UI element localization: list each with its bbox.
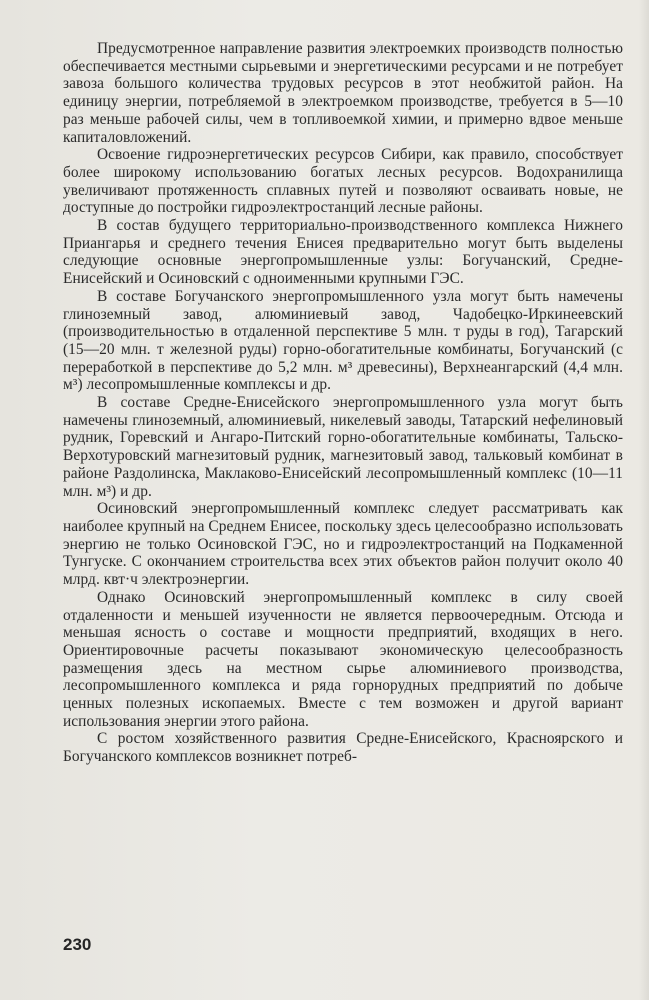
paragraph-8: С ростом хозяйственного развития Средне-Енисейского, Красноярского и Богучанского комплексов возникнет потреб- xyxy=(63,730,623,766)
paragraph-1: Предусмотренное направление развития электроемких производств полностью обеспечивается местными сырьевыми и энергетическими ресурсами и не потребует завоза большого количества трудовых ресурсов в этот необжитой район. На единицу энергии, потребляемой в электроемком производстве, требуется в 5—10 раз меньше рабочей силы, чем в топливоемкой химии, и примерно вдвое меньше капиталовложений. xyxy=(63,40,623,146)
paragraph-5: В составе Средне-Енисейского энергопромышленного узла могут быть намечены глиноземный, алюминиевый, никелевый заводы, Татарский нефелиновый рудник, Горевский и Ангаро-Питский горно-обогатительные комбинаты, Тальско-Верхотуровский магнезитовый рудник, магнезитовый завод, тальковый комбинат в районе Раздолинска, Маклаково-Енисейский лесопромышленный комплекс (10—11 млн. м³) и др. xyxy=(63,394,623,500)
paragraph-4: В составе Богучанского энергопромышленного узла могут быть намечены глиноземный завод, алюминиевый завод, Чадобецко-Иркинеевский (производительностью в отдаленной перспективе 5 млн. т руды в год), Тагарский (15—20 млн. т железной руды) горно-обогатительные комбинаты, Богучанский (с переработкой в перспективе до 5,2 млн. м³ древесины), Верхнеангарский (4,4 млн. м³) лесопромышленные комплексы и др. xyxy=(63,287,623,394)
paragraph-7: Однако Осиновский энергопромышленный комплекс в силу своей отдаленности и меньшей изученности не является первоочередным. Отсюда и меньшая ясность о составе и мощности предприятий, входящих в него. Ориентировочные расчеты показывают экономическую целесообразность размещения здесь на местном сырье алюминиевого производства, лесопромышленного комплекса и ряда горнорудных предприятий по добыче ценных полезных ископаемых. Вместе с тем возможен и другой вариант использования энергии этого района. xyxy=(63,588,623,730)
page-number: 230 xyxy=(63,935,92,954)
paragraph-6: Осиновский энергопромышленный комплекс следует рассматривать как наиболее крупный на Среднем Енисее, поскольку здесь целесообразно использовать энергию не только Осиновской ГЭС, но и гидроэлектростанций на Подкаменной Тунгуске. С окончанием строительства всех этих объектов район получит около 40 млрд. квт·ч электроэнергии. xyxy=(63,500,623,589)
paragraph-3: В состав будущего территориально-производственного комплекса Нижнего Приангарья и среднего течения Енисея предварительно могут быть выделены следующие основные энергопромышленные узлы: Богучанский, Средне-Енисейский и Осиновский с одноименными крупными ГЭС. xyxy=(63,217,623,288)
page-body-text xyxy=(63,40,623,766)
page-edge-shadow xyxy=(639,0,649,1000)
paragraph-2: Освоение гидроэнергетических ресурсов Сибири, как правило, способствует более широкому использованию богатых лесных ресурсов. Водохранилища увеличивают протяженность сплавных путей и позволяют осваивать новые, не доступные до постройки гидроэлектростанций лесные районы. xyxy=(63,146,623,217)
